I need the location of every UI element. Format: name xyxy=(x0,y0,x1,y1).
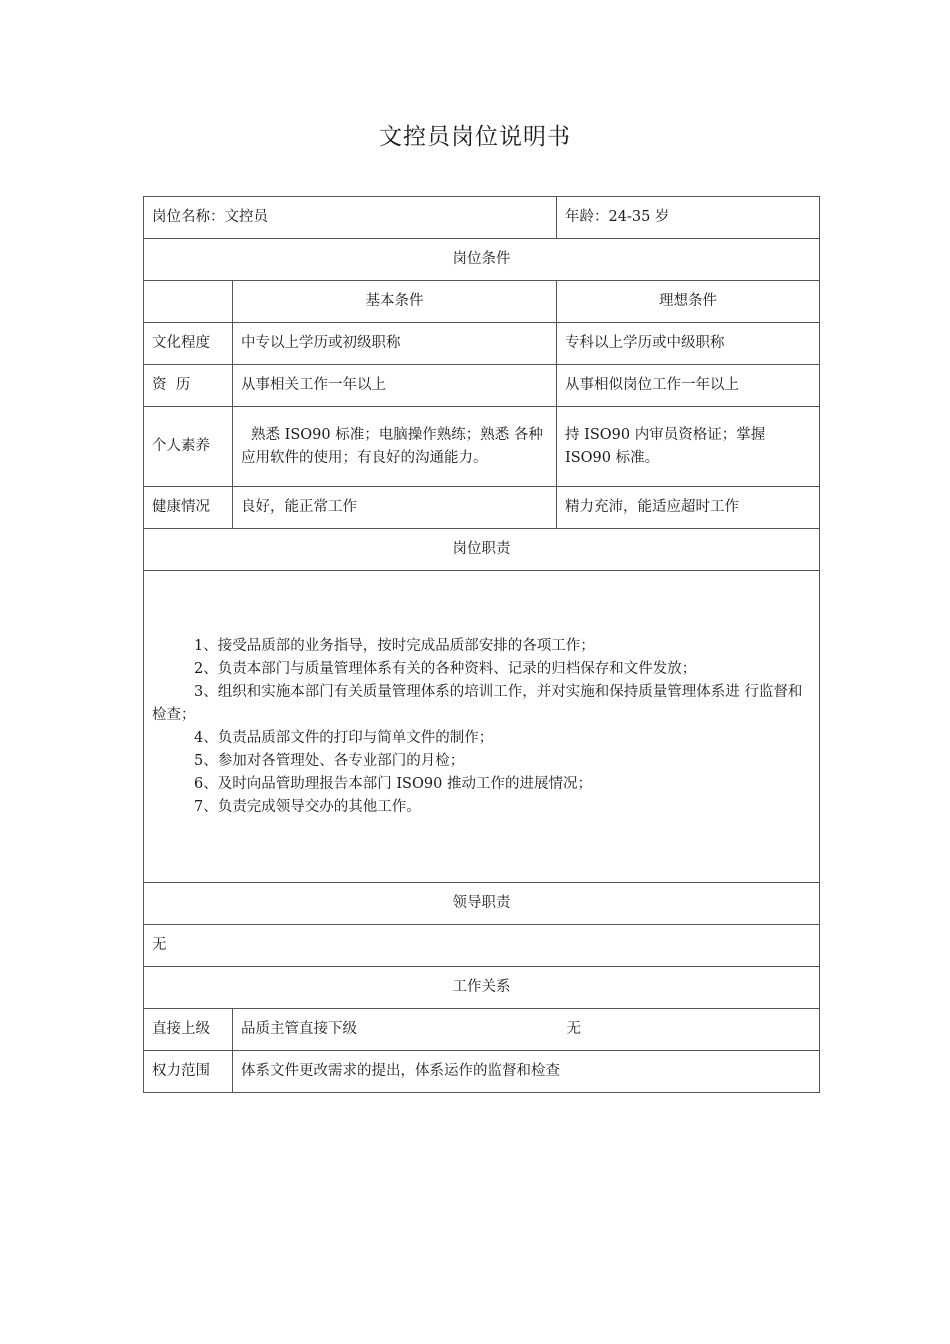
table-row xyxy=(144,1051,820,1093)
list-item: 6、及时向品管助理报告本部门 ISO90 推动工作的进展情况； xyxy=(194,775,592,792)
table-row xyxy=(144,239,820,281)
table-row xyxy=(144,967,820,1009)
table-row xyxy=(144,1009,820,1051)
ideal-value: 精力充沛，能适应超时工作 xyxy=(557,487,820,529)
subordinate-value: 无 xyxy=(566,1021,581,1037)
list-item: 3、组织和实施本部门有关质量管理体系的培训工作，并对实施和保持质量管理体系进 行监督和检查； xyxy=(152,683,803,723)
ideal-value: 持 ISO90 内审员资格证；掌握 ISO90 标准。 xyxy=(557,407,820,487)
relations-heading: 工作关系 xyxy=(144,967,820,1009)
row-label: 文化程度 xyxy=(144,323,233,365)
row-label: 个人素养 xyxy=(144,407,233,487)
table-row xyxy=(144,487,820,529)
ideal-value: 专科以上学历或中级职称 xyxy=(557,323,820,365)
row-label: 健康情况 xyxy=(144,487,233,529)
basic-value: 从事相关工作一年以上 xyxy=(233,365,557,407)
empty-header-cell xyxy=(144,281,233,323)
list-item: 4、负责品质部文件的打印与简单文件的制作； xyxy=(194,729,494,746)
list-item: 1、接受品质部的业务指导，按时完成品质部安排的各项工作； xyxy=(194,637,595,654)
authority-value: 体系文件更改需求的提出，体系运作的监督和检查 xyxy=(233,1051,820,1093)
table-row xyxy=(144,323,820,365)
authority-label: 权力范围 xyxy=(144,1051,233,1093)
page-title: 文控员岗位说明书 xyxy=(379,124,571,150)
leadership-heading: 领导职责 xyxy=(144,883,820,925)
table-row xyxy=(144,883,820,925)
conditions-heading: 岗位条件 xyxy=(144,239,820,281)
table-row xyxy=(144,281,820,323)
age-cell: 年龄：24-35 岁 xyxy=(557,197,820,239)
duties-heading: 岗位职责 xyxy=(144,529,820,571)
basic-value: 良好，能正常工作 xyxy=(233,487,557,529)
list-item: 7、负责完成领导交办的其他工作。 xyxy=(194,798,421,815)
list-item: 2、负责本部门与质量管理体系有关的各种资料、记录的归档保存和文件发放； xyxy=(194,660,697,677)
duties-list xyxy=(144,571,820,883)
list-item: 5、参加对各管理处、各专业部门的月检； xyxy=(194,752,465,769)
basic-conditions-header: 基本条件 xyxy=(233,281,557,323)
leadership-value: 无 xyxy=(144,925,820,967)
post-name-cell: 岗位名称：文控员 xyxy=(144,197,557,239)
ideal-conditions-header: 理想条件 xyxy=(557,281,820,323)
basic-value: 中专以上学历或初级职称 xyxy=(233,323,557,365)
table-row xyxy=(144,197,820,239)
table-row xyxy=(144,529,820,571)
table-row xyxy=(144,571,820,883)
job-description-table xyxy=(143,196,820,1093)
ideal-value: 从事相似岗位工作一年以上 xyxy=(557,365,820,407)
basic-value: 熟悉 ISO90 标准；电脑操作熟练；熟悉 各种应用软件的使用；有良好的沟通能力。 xyxy=(233,407,557,487)
table-row xyxy=(144,407,820,487)
row-label: 资 历 xyxy=(144,365,233,407)
superior-value: 品质主管直接下级 xyxy=(241,1021,357,1037)
superior-label: 直接上级 xyxy=(144,1009,233,1051)
table-row xyxy=(144,925,820,967)
table-row xyxy=(144,365,820,407)
